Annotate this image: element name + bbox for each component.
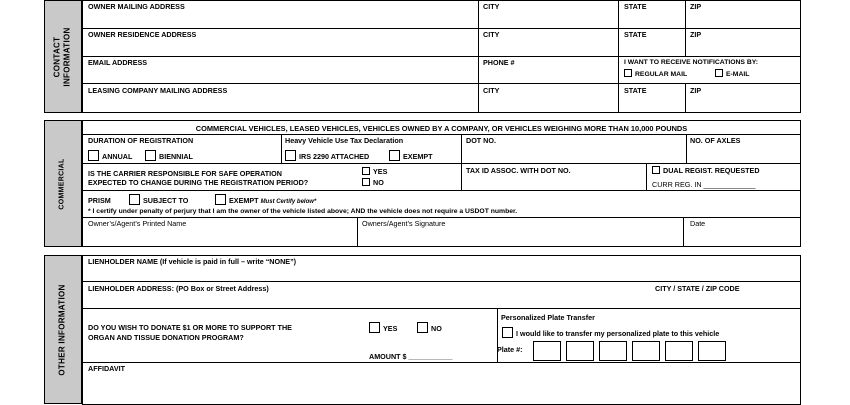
lienholder-name-field[interactable]: LIENHOLDER NAME (If vehicle is paid in full – write “NONE”) [88, 257, 297, 266]
zip-field-2[interactable]: ZIP [690, 30, 702, 39]
city-field-2[interactable]: CITY [483, 30, 500, 39]
city-field-1[interactable]: CITY [483, 2, 500, 11]
subject-to-option[interactable]: SUBJECT TO [129, 194, 188, 205]
heavy-vehicle-label: Heavy Vehicle Use Tax Declaration [285, 136, 404, 145]
email-checkbox[interactable] [715, 69, 723, 77]
tax-id-field[interactable]: TAX ID ASSOC. WITH DOT NO. [466, 166, 571, 175]
carrier-question-line2: EXPECTED TO CHANGE DURING THE REGISTRATION PERIOD? [88, 178, 309, 187]
duration-label: DURATION OF REGISTRATION [88, 136, 194, 145]
commercial-side-label: COMMERCIAL [44, 120, 82, 247]
printed-name-field[interactable]: Owner’s/Agent’s Printed Name [88, 219, 187, 228]
carrier-no-option[interactable]: NO [362, 178, 384, 187]
prism-label: PRISM [88, 196, 111, 205]
axles-field[interactable]: NO. OF AXLES [690, 136, 741, 145]
dual-regist-option[interactable]: DUAL REGIST. REQUESTED [652, 166, 760, 175]
plate-char-box-3[interactable] [599, 341, 627, 361]
regular-mail-option[interactable]: REGULAR MAIL [624, 69, 687, 79]
irs-2290-option[interactable]: IRS 2290 ATTACHED [285, 150, 369, 161]
curr-reg-field[interactable]: CURR REG. IN _____________ [652, 180, 756, 189]
leasing-company-address-field[interactable]: LEASING COMPANY MAILING ADDRESS [88, 86, 228, 95]
zip-field-3[interactable]: ZIP [690, 86, 702, 95]
other-info-side-label: OTHER INFORMATION [44, 255, 82, 404]
dual-regist-checkbox[interactable] [652, 166, 660, 174]
city-field-3[interactable]: CITY [483, 86, 500, 95]
email-option[interactable]: E-MAIL [715, 69, 749, 79]
certify-statement: * I certify under penalty of perjury that I am the owner of the vehicle listed above; AND the vehicle does not require a USDOT number. [88, 208, 518, 215]
carrier-yes-option[interactable]: YES [362, 167, 387, 176]
state-field-1[interactable]: STATE [624, 2, 647, 11]
regular-mail-checkbox[interactable] [624, 69, 632, 77]
subject-to-checkbox[interactable] [129, 194, 140, 205]
donate-question-line1: DO YOU WISH TO DONATE $1 OR MORE TO SUPPORT THE [88, 323, 292, 332]
plate-transfer-label: Personalized Plate Transfer [501, 313, 595, 322]
plate-char-box-6[interactable] [698, 341, 726, 361]
annual-option[interactable]: ANNUAL [88, 150, 132, 161]
plate-char-box-4[interactable] [632, 341, 660, 361]
donate-question-line2: ORGAN AND TISSUE DONATION PROGRAM? [88, 333, 244, 342]
carrier-no-checkbox[interactable] [362, 178, 370, 186]
donation-amount-field[interactable]: AMOUNT $ ___________ [369, 352, 453, 361]
prism-exempt-checkbox[interactable] [215, 194, 226, 205]
state-field-2[interactable]: STATE [624, 30, 647, 39]
donate-yes-option[interactable]: YES [369, 322, 397, 333]
irs-2290-checkbox[interactable] [285, 150, 296, 161]
plate-transfer-option[interactable]: I would like to transfer my personalized plate to this vehicle [502, 327, 719, 338]
plate-char-box-5[interactable] [665, 341, 693, 361]
donate-yes-checkbox[interactable] [369, 322, 380, 333]
plate-number-label: Plate #: [497, 345, 523, 354]
signature-field[interactable]: Owners/Agent’s Signature [362, 219, 446, 228]
plate-transfer-checkbox[interactable] [502, 327, 513, 338]
commercial-header: COMMERCIAL VEHICLES, LEASED VEHICLES, VEHICLES OWNED BY A COMPANY, OR VEHICLES WEIGHING MORE THAN 10,000 POUNDS [195, 124, 688, 133]
state-field-3[interactable]: STATE [624, 86, 647, 95]
annual-checkbox[interactable] [88, 150, 99, 161]
email-address-field[interactable]: EMAIL ADDRESS [88, 58, 148, 67]
owner-residence-address-field[interactable]: OWNER RESIDENCE ADDRESS [88, 30, 197, 39]
date-field[interactable]: Date [690, 219, 706, 228]
exempt-option[interactable]: EXEMPT [389, 150, 433, 161]
biennial-option[interactable]: BIENNIAL [145, 150, 193, 161]
notification-label: I WANT TO RECEIVE NOTIFICATIONS BY: [624, 59, 759, 66]
owner-mailing-address-field[interactable]: OWNER MAILING ADDRESS [88, 2, 185, 11]
plate-char-box-1[interactable] [533, 341, 561, 361]
donate-no-option[interactable]: NO [417, 322, 442, 333]
lienholder-address-field[interactable]: LIENHOLDER ADDRESS: (PO Box or Street Address) [88, 284, 269, 293]
phone-field[interactable]: PHONE # [483, 58, 515, 67]
exempt-checkbox[interactable] [389, 150, 400, 161]
carrier-question-line1: IS THE CARRIER RESPONSIBLE FOR SAFE OPERATION [88, 169, 282, 178]
biennial-checkbox[interactable] [145, 150, 156, 161]
city-state-zip-field[interactable]: CITY / STATE / ZIP CODE [655, 284, 740, 293]
zip-field-1[interactable]: ZIP [690, 2, 702, 11]
prism-exempt-option[interactable]: EXEMPT Must Certify below* [215, 194, 316, 207]
donate-no-checkbox[interactable] [417, 322, 428, 333]
affidavit-field[interactable]: AFFIDAVIT [88, 364, 125, 373]
dot-number-field[interactable]: DOT NO. [466, 136, 496, 145]
contact-side-label: CONTACT INFORMATION [44, 0, 82, 113]
plate-char-box-2[interactable] [566, 341, 594, 361]
carrier-yes-checkbox[interactable] [362, 167, 370, 175]
